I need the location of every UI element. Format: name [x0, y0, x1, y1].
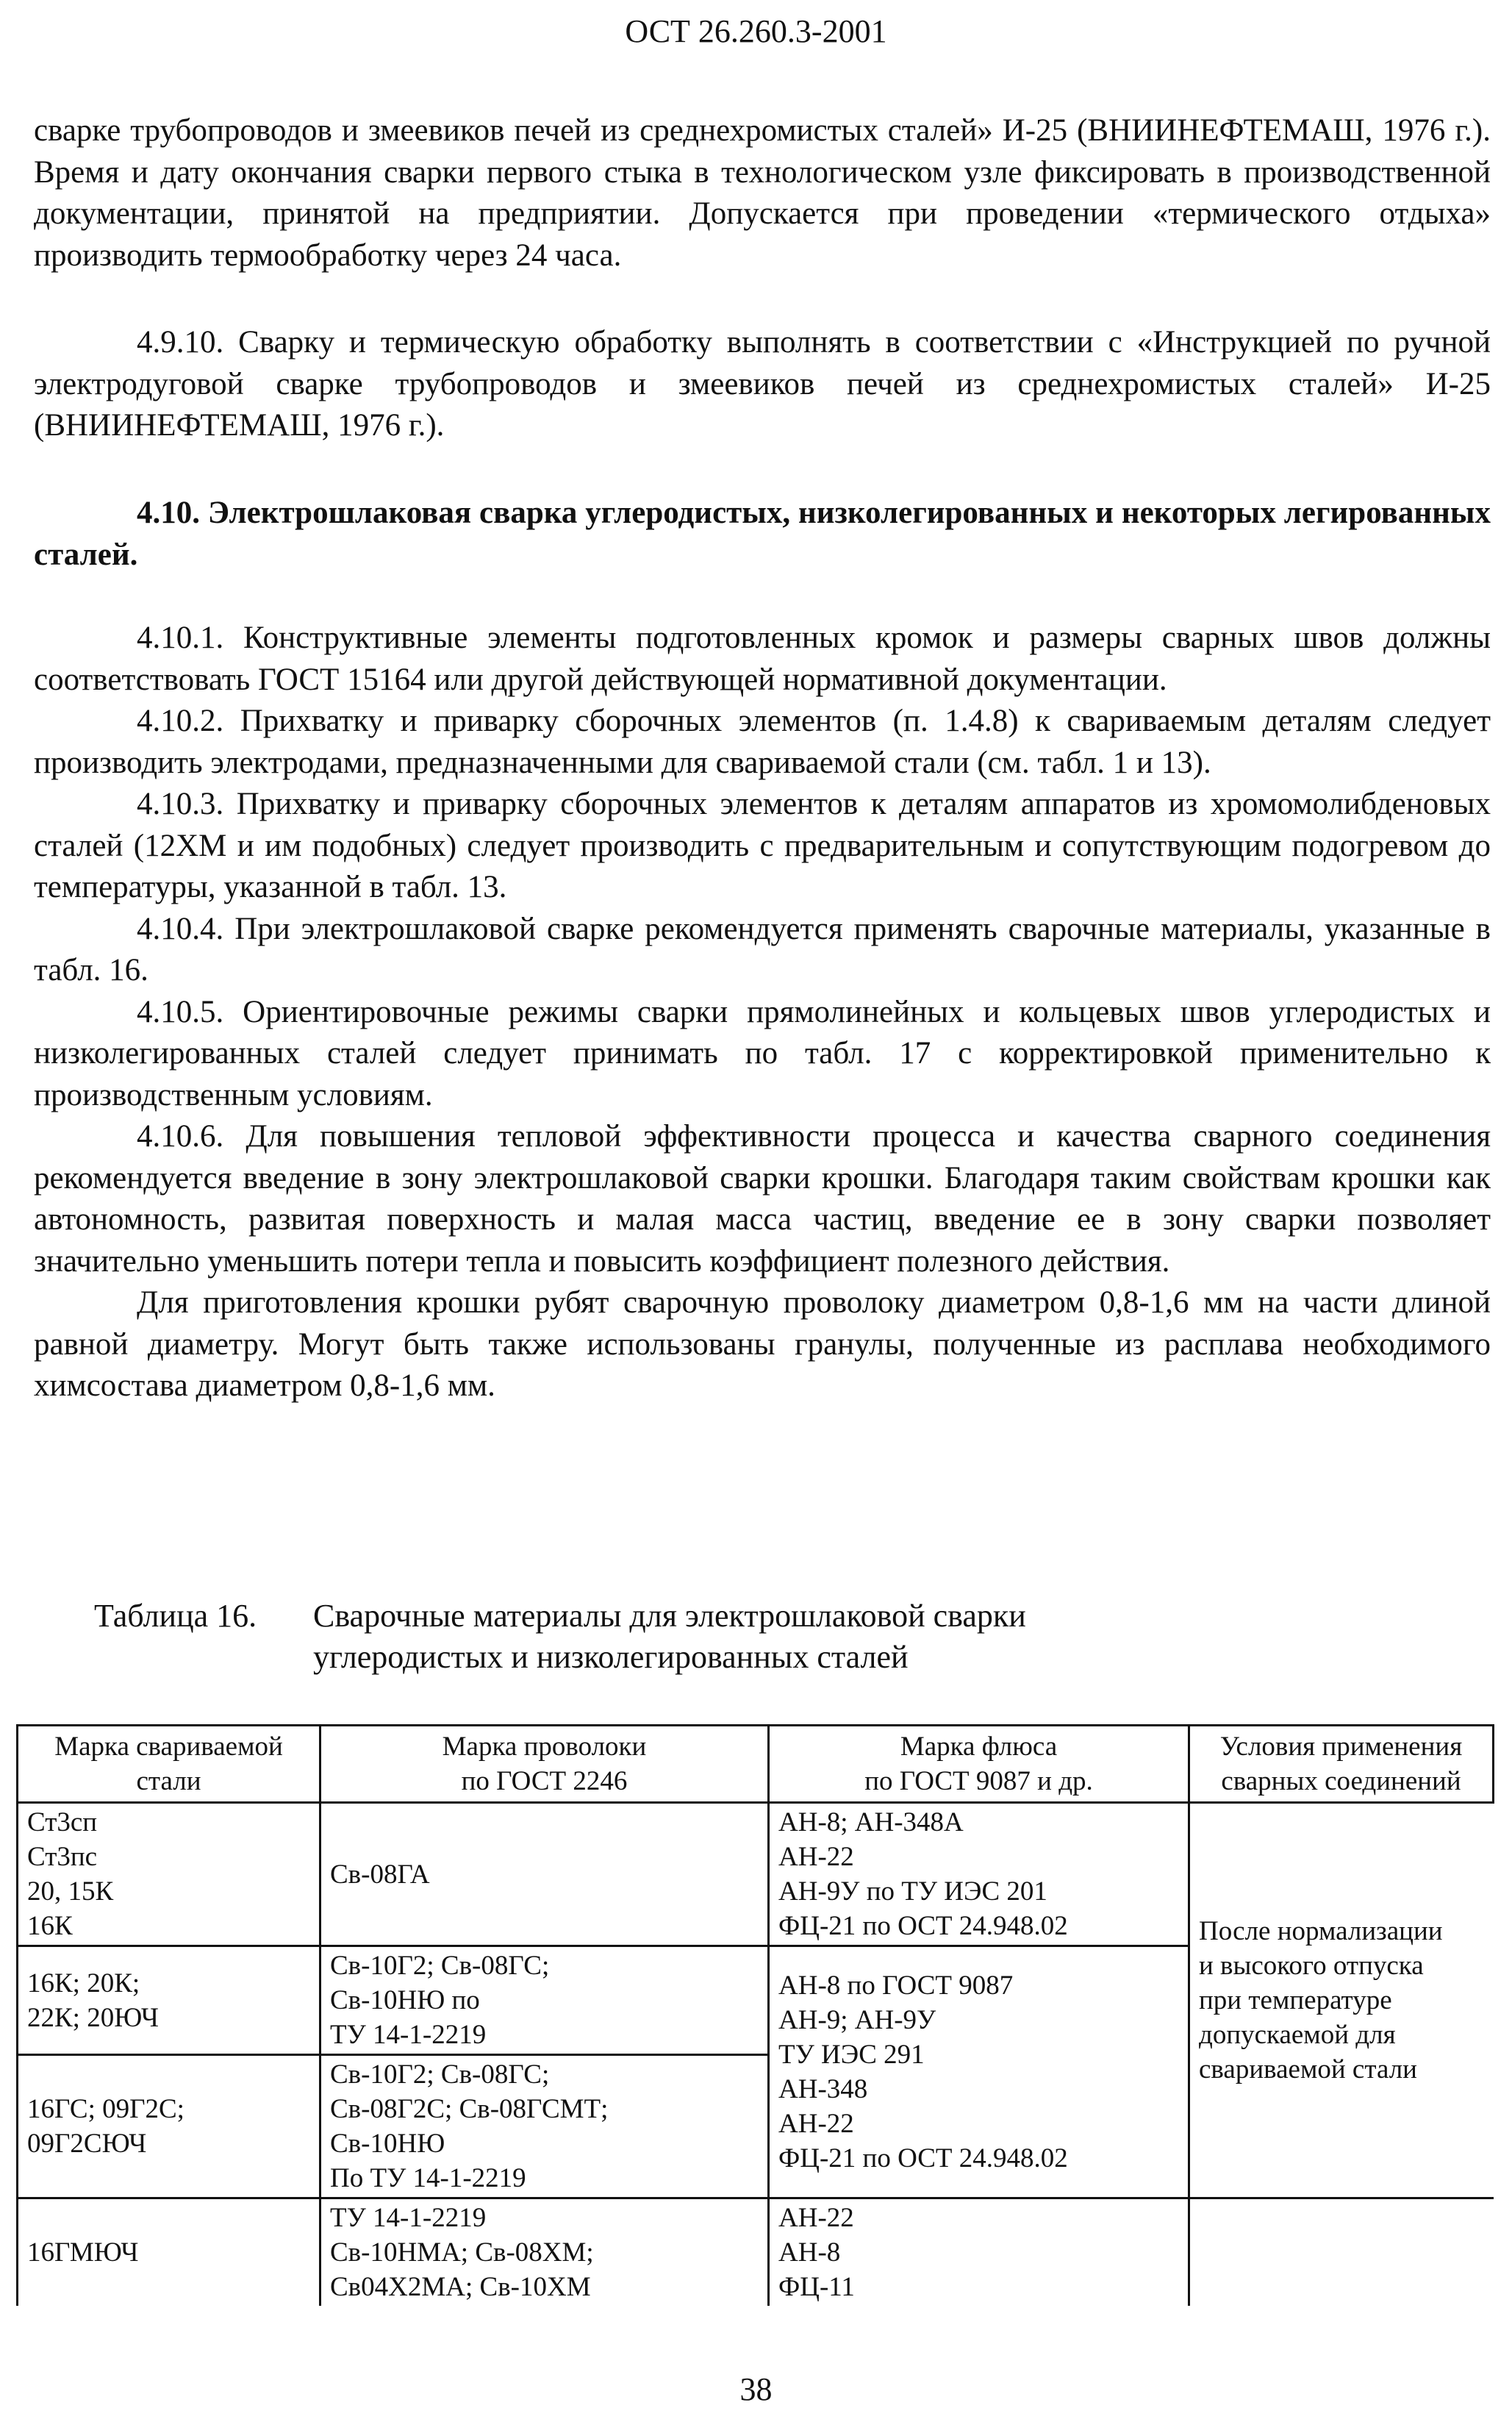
welding-materials-table — [16, 1724, 1494, 2306]
empty-cell — [1189, 2198, 1494, 2307]
document-code-header: ОСТ 26.260.3-2001 — [625, 13, 887, 49]
section-heading-4-10 — [34, 493, 1491, 576]
steel-cell: Ст3сп Ст3пс 20, 15К 16К — [18, 1803, 320, 1946]
wire-cell: Св-10Г2; Св-08ГС; Св-08Г2С; Св-08ГСМТ; Св-10НЮ По ТУ 14-1-2219 — [320, 2055, 769, 2198]
heading-text: 4.10. Электрошлаковая сварка углеродистых, низколегированных и некоторых легированных сталей. — [34, 496, 1491, 572]
crumb-preparation-paragraph: Для приготовления крошки рубят сварочную проволоку диаметром 0,8-1,6 мм на части длиной равной диаметру. Могут быть также использованы гранулы, полученные из расплава необходимого химсостава диаметром 0,8-1,6 мм. — [34, 1285, 1491, 1403]
clause-4-10-1: 4.10.1. Конструктивные элементы подготовленных кромок и размеры сварных швов должны соответствовать ГОСТ 15164 или другой действующей нормативной документации. — [34, 621, 1491, 697]
table-row — [18, 2198, 1494, 2307]
table-caption — [94, 1596, 1417, 1678]
clause-4-10-6: 4.10.6. Для повышения тепловой эффективности процесса и качества сварного соединения рекомендуется введение в зону электрошлаковой сварки крошки. Благодаря таким свойствам крошки как автономность, развитая поверхность и малая масса частиц, введение ее в зону сварки позволяет значительно уменьшить потери тепла и повысить коэффициент полезного действия. — [34, 1119, 1491, 1279]
flux-cell: АН-8; АН-348А АН-22 АН-9У по ТУ ИЭС 201 ФЦ-21 по ОСТ 24.948.02 — [769, 1803, 1189, 1946]
header-wire-grade: Марка проволоки по ГОСТ 2246 — [320, 1726, 769, 1803]
flux-cell-merged: АН-8 по ГОСТ 9087 АН-9; АН-9У ТУ ИЭС 291 АН-348 АН-22 ФЦ-21 по ОСТ 24.948.02 — [769, 1946, 1189, 2198]
clauses-list — [34, 618, 1491, 1407]
header-steel-grade: Марка свариваемой стали — [18, 1726, 320, 1803]
clause-4-9-10 — [34, 322, 1491, 447]
page-number: 38 — [739, 2371, 773, 2407]
application-conditions-cell: После нормализации и высокого отпуска при температуре допускаемой для свариваемой стали — [1189, 1803, 1494, 2198]
flux-cell: АН-22 АН-8 ФЦ-11 — [769, 2198, 1189, 2307]
steel-cell: 16ГМЮЧ — [18, 2198, 320, 2307]
header-flux-grade: Марка флюса по ГОСТ 9087 и др. — [769, 1726, 1189, 1803]
paragraph-text: сварке трубопроводов и змеевиков печей из среднехромистых сталей» И-25 (ВНИИНЕФТЕМАШ, 1976 г.). Время и дату окончания сварки первого стыка в технологическом узле фиксировать в производственной документации, принятой на предприятии. Допускается при проведении «термического отдыха» производить термообработку через 24 часа. — [34, 113, 1491, 273]
wire-cell: Св-10Г2; Св-08ГС; Св-10НЮ по ТУ 14-1-2219 — [320, 1946, 769, 2055]
wire-cell: ТУ 14-1-2219 Св-10НМА; Св-08ХМ; Св04Х2МА; Св-10ХМ — [320, 2198, 769, 2307]
steel-cell: 16ГС; 09Г2С; 09Г2СЮЧ — [18, 2055, 320, 2198]
table-title — [313, 1596, 1269, 1678]
clause-4-10-2: 4.10.2. Прихватку и приварку сборочных элементов (п. 1.4.8) к свариваемым деталям следует производить электродами, предназначенными для свариваемой стали (см. табл. 1 и 13). — [34, 704, 1491, 780]
steel-cell: 16К; 20К; 22К; 20ЮЧ — [18, 1946, 320, 2055]
wire-cell: Св-08ГА — [320, 1803, 769, 1946]
continuation-paragraph — [34, 110, 1491, 276]
clause-4-10-3: 4.10.3. Прихватку и приварку сборочных элементов к деталям аппаратов из хромомолибденовых сталей (12ХМ и им подобных) следует производить с предварительным и сопутствующим подогревом до температуры, указанной в табл. 13. — [34, 787, 1491, 904]
header-application-conditions: Условия применения сварных соединений — [1189, 1726, 1494, 1803]
table-title-line: углеродистых и низколегированных сталей — [313, 1639, 909, 1675]
table-title-line: Сварочные материалы для электрошлаковой сварки — [313, 1598, 1026, 1634]
clause-4-10-5: 4.10.5. Ориентировочные режимы сварки прямолинейных и кольцевых швов углеродистых и низколегированных сталей следует принимать по табл. 17 с корректировкой применительно к производственным условиям. — [34, 994, 1491, 1112]
table-header-row — [18, 1726, 1494, 1803]
table-label: Таблица 16. — [94, 1598, 257, 1634]
paragraph-text: 4.9.10. Сварку и термическую обработку выполнять в соответствии с «Инструкцией по ручной электродуговой сварке трубопроводов и змеевиков печей из среднехромистых сталей» И-25 (ВНИИНЕФТЕМАШ, 1976 г.). — [34, 325, 1491, 443]
table-row — [18, 1803, 1494, 1946]
clause-4-10-4: 4.10.4. При электрошлаковой сварке рекомендуется применять сварочные материалы, указанные в табл. 16. — [34, 911, 1491, 987]
